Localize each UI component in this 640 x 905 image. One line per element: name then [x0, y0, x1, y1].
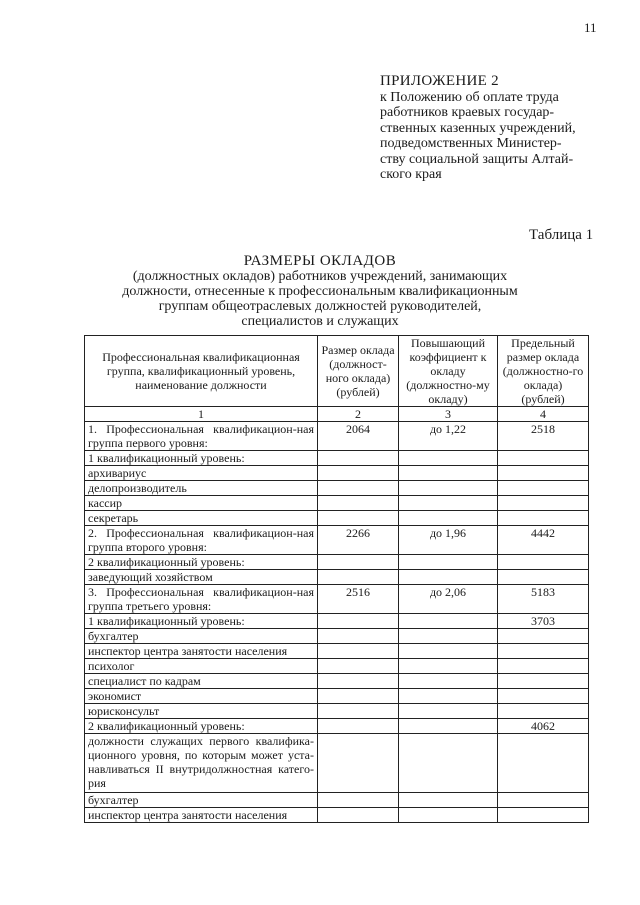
coefficient-cell — [399, 511, 498, 526]
salary-cell: 2266 — [318, 526, 399, 555]
coefficient-cell — [399, 644, 498, 659]
column-header: Предельный размер оклада (должностно-го оклада) (рублей) — [498, 336, 589, 407]
salary-cell — [318, 570, 399, 585]
position-name-cell: 1 квалификационный уровень: — [85, 614, 318, 629]
salary-cell — [318, 481, 399, 496]
salary-cell — [318, 466, 399, 481]
position-name-cell: 1 квалификационный уровень: — [85, 451, 318, 466]
position-name-cell: делопроизводитель — [85, 481, 318, 496]
position-name-cell: экономист — [85, 689, 318, 704]
coefficient-cell — [399, 466, 498, 481]
salary-cell — [318, 674, 399, 689]
table-row — [85, 704, 589, 719]
salary-cell — [318, 734, 399, 793]
table-row — [85, 674, 589, 689]
salary-cell: 2064 — [318, 422, 399, 451]
column-header: Повышающий коэффициент к окладу (должностно-му окладу) — [399, 336, 498, 407]
title-line: должности, отнесенные к профессиональным квалификационным — [122, 284, 518, 299]
salary-cell — [318, 704, 399, 719]
table-row — [85, 734, 589, 793]
coefficient-cell — [399, 704, 498, 719]
position-name-cell: юрисконсульт — [85, 704, 318, 719]
title-line: (должностных окладов) работников учреждений, занимающих — [132, 269, 508, 284]
salary-cell — [318, 719, 399, 734]
position-name-cell: 1. Профессиональная квалификацион-ная группа первого уровня: — [85, 422, 318, 451]
max-salary-cell — [498, 511, 589, 526]
position-name-cell: 2 квалификационный уровень: — [85, 555, 318, 570]
table-row — [85, 719, 589, 734]
max-salary-cell — [498, 466, 589, 481]
max-salary-cell — [498, 659, 589, 674]
table-label: Таблица 1 — [529, 227, 594, 243]
position-name-cell: 3. Профессиональная квалификацион-ная группа третьего уровня: — [85, 585, 318, 614]
position-name-cell: архивариус — [85, 466, 318, 481]
salary-cell — [318, 659, 399, 674]
max-salary-cell — [498, 451, 589, 466]
appendix-line: ского края — [380, 167, 442, 182]
appendix-line: к Положению об оплате труда — [380, 89, 559, 105]
appendix-block — [380, 74, 610, 183]
position-name-cell: инспектор центра занятости населения — [85, 644, 318, 659]
position-name-cell: должности служащих первого квалифика-ционного уровня, по которым может уста-навливаться II внутридолжностная катего-рия — [85, 734, 318, 793]
max-salary-cell: 4442 — [498, 526, 589, 555]
salary-cell — [318, 689, 399, 704]
coefficient-cell — [399, 674, 498, 689]
position-name-cell: заведующий хозяйством — [85, 570, 318, 585]
table-row — [85, 481, 589, 496]
appendix-line: ству социальной защиты Алтай- — [380, 151, 574, 167]
appendix-heading: ПРИЛОЖЕНИЕ 2 — [380, 73, 499, 89]
table-row — [85, 808, 589, 823]
coefficient-cell — [399, 793, 498, 808]
position-name-cell: инспектор центра занятости населения — [85, 808, 318, 823]
max-salary-cell — [498, 570, 589, 585]
coefficient-cell — [399, 555, 498, 570]
max-salary-cell: 2518 — [498, 422, 589, 451]
coefficient-cell: до 1,96 — [399, 526, 498, 555]
coefficient-cell — [399, 734, 498, 793]
table-header-row — [85, 336, 589, 407]
table-row — [85, 614, 589, 629]
position-name-cell: бухгалтер — [85, 629, 318, 644]
coefficient-cell: до 1,22 — [399, 422, 498, 451]
max-salary-cell — [498, 674, 589, 689]
salary-cell — [318, 555, 399, 570]
column-header: Размер оклада (должност-ного оклада) (рублей) — [318, 336, 399, 407]
max-salary-cell — [498, 644, 589, 659]
max-salary-cell — [498, 734, 589, 793]
max-salary-cell: 4062 — [498, 719, 589, 734]
salary-cell — [318, 808, 399, 823]
coefficient-cell — [399, 659, 498, 674]
title-line: группам общеотраслевых должностей руководителей, — [158, 299, 482, 314]
table-body — [85, 422, 589, 823]
table-row — [85, 793, 589, 808]
salary-table — [84, 335, 589, 823]
appendix-line: работников краевых государ- — [380, 105, 555, 120]
position-name-cell: психолог — [85, 659, 318, 674]
title-line: специалистов и служащих — [241, 314, 399, 329]
position-name-cell: 2 квалификационный уровень: — [85, 719, 318, 734]
max-salary-cell: 3703 — [498, 614, 589, 629]
salary-cell — [318, 614, 399, 629]
max-salary-cell — [498, 555, 589, 570]
column-number: 1 — [85, 407, 318, 422]
table-row — [85, 659, 589, 674]
appendix-line: ственных казенных учреждений, — [380, 120, 576, 136]
document-title — [100, 254, 540, 329]
salary-cell — [318, 511, 399, 526]
max-salary-cell — [498, 689, 589, 704]
coefficient-cell — [399, 629, 498, 644]
table-row — [85, 466, 589, 481]
salary-cell — [318, 793, 399, 808]
table-row — [85, 526, 589, 555]
salary-cell — [318, 496, 399, 511]
position-name-cell: специалист по кадрам — [85, 674, 318, 689]
position-name-cell: секретарь — [85, 511, 318, 526]
max-salary-cell — [498, 793, 589, 808]
coefficient-cell — [399, 481, 498, 496]
table-row — [85, 689, 589, 704]
table-row — [85, 629, 589, 644]
coefficient-cell — [399, 614, 498, 629]
table-row — [85, 496, 589, 511]
page-number: 11 — [584, 20, 597, 35]
column-number-row — [85, 407, 589, 422]
coefficient-cell — [399, 689, 498, 704]
salary-cell — [318, 644, 399, 659]
max-salary-cell — [498, 496, 589, 511]
salary-cell — [318, 451, 399, 466]
table-row — [85, 585, 589, 614]
max-salary-cell — [498, 704, 589, 719]
position-name-cell: бухгалтер — [85, 793, 318, 808]
column-number: 2 — [318, 407, 399, 422]
coefficient-cell: до 2,06 — [399, 585, 498, 614]
coefficient-cell — [399, 808, 498, 823]
salary-cell: 2516 — [318, 585, 399, 614]
max-salary-cell — [498, 808, 589, 823]
table-row — [85, 644, 589, 659]
max-salary-cell: 5183 — [498, 585, 589, 614]
appendix-line: подведомственных Министер- — [380, 136, 562, 151]
table-row — [85, 451, 589, 466]
position-name-cell: кассир — [85, 496, 318, 511]
coefficient-cell — [399, 570, 498, 585]
coefficient-cell — [399, 451, 498, 466]
max-salary-cell — [498, 481, 589, 496]
table-row — [85, 555, 589, 570]
position-name-cell: 2. Профессиональная квалификацион-ная группа второго уровня: — [85, 526, 318, 555]
table-row — [85, 570, 589, 585]
coefficient-cell — [399, 496, 498, 511]
salary-cell — [318, 629, 399, 644]
title-main: РАЗМЕРЫ ОКЛАДОВ — [243, 253, 397, 269]
column-number: 4 — [498, 407, 589, 422]
table-row — [85, 511, 589, 526]
max-salary-cell — [498, 629, 589, 644]
coefficient-cell — [399, 719, 498, 734]
table-row — [85, 422, 589, 451]
column-header: Профессиональная квалификационная группа, квалификационный уровень, наименование должности — [85, 336, 318, 407]
column-number: 3 — [399, 407, 498, 422]
